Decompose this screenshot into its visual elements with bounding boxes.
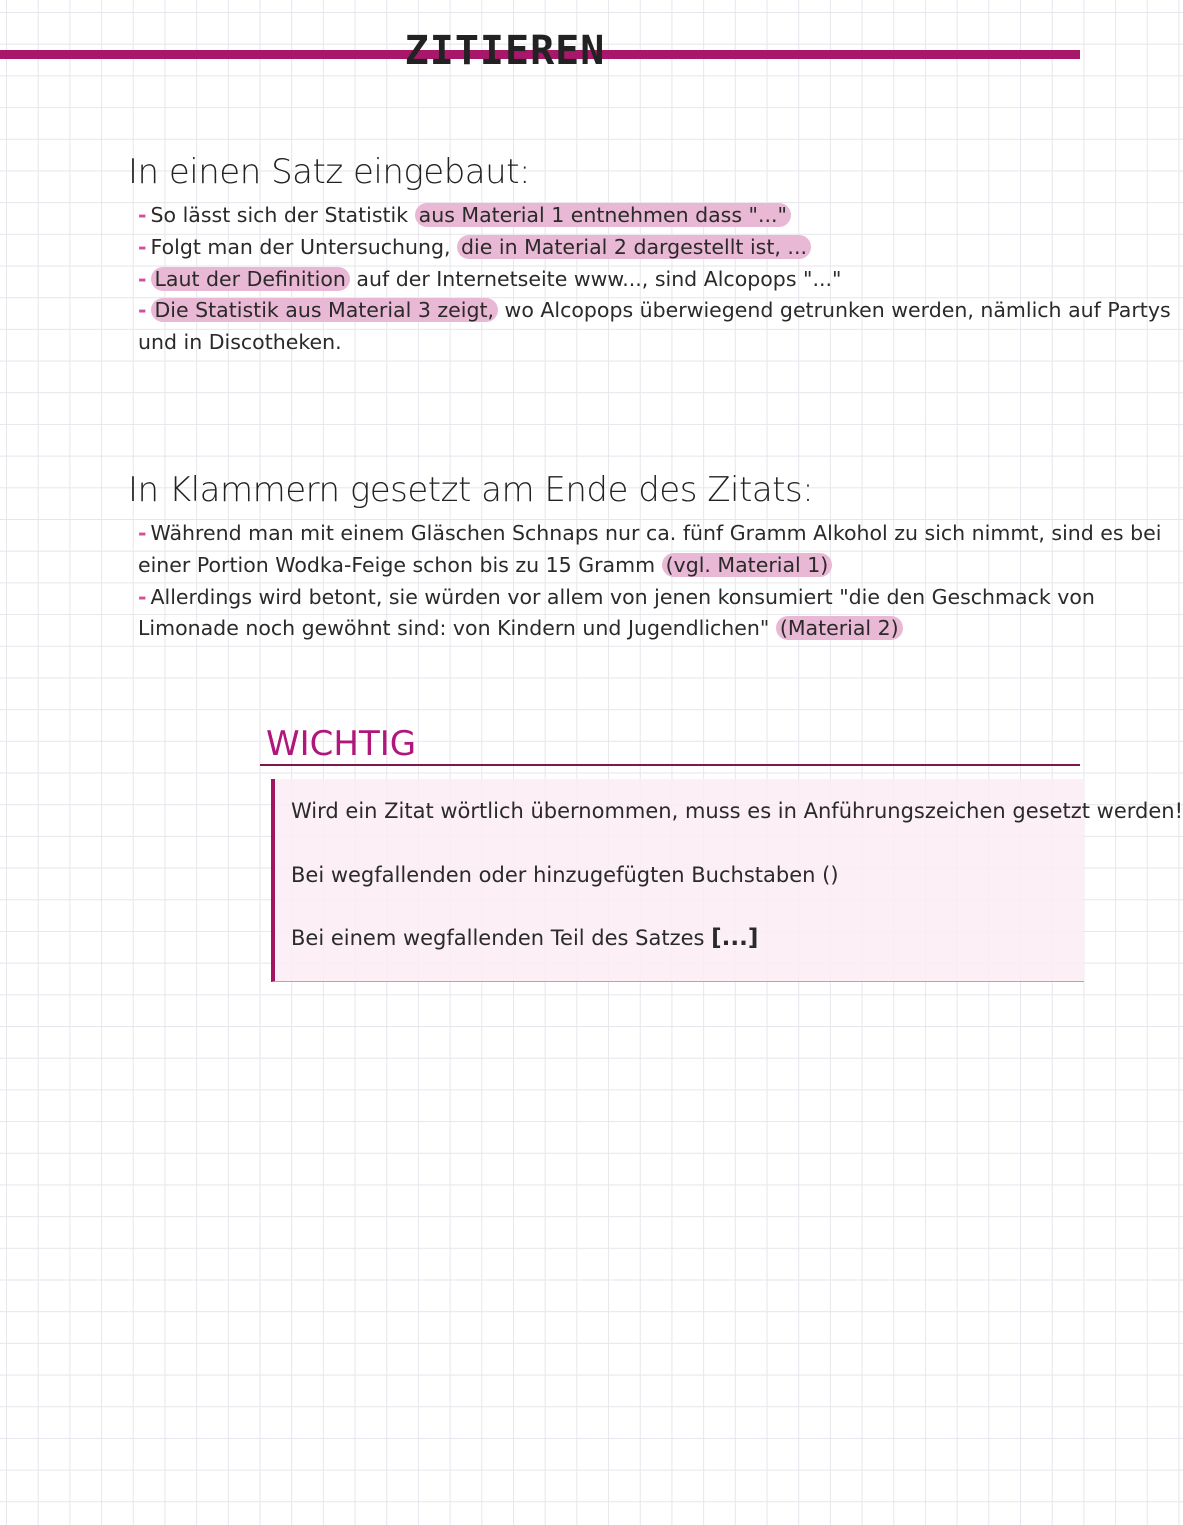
important-title: WICHTIG: [266, 724, 417, 764]
important-rule-letters: Bei wegfallenden oder hinzugefügten Buchstaben (): [291, 863, 839, 887]
list-item: - Allerdings wird betont, sie würden vor allem von jenen konsumiert "die den Geschmack von: [138, 584, 1095, 609]
section-heading-brackets: In Klammern gesetzt am Ende des Zitats:: [128, 470, 814, 510]
list-item: - Während man mit einem Gläschen Schnaps nur ca. fünf Gramm Alkohol zu sich nimmt, sind es bei: [138, 521, 1162, 545]
important-rule-quote: Wird ein Zitat wörtlich übernommen, muss es in Anführungszeichen gesetzt werden!: [291, 799, 1183, 823]
section-sentence-lines: [138, 200, 1171, 359]
list-item-continuation: und in Discotheken.: [138, 330, 342, 355]
section-bracket-lines: [138, 518, 1162, 645]
list-item: - Folgt man der Untersuchung, die in Material 2 dargestellt ist, ...: [138, 232, 1018, 264]
list-item: - Die Statistik aus Material 3 zeigt, wo Alcopops überwiegend getrunken werden, nämlich auf Partys: [138, 298, 1171, 323]
list-item: - Laut der Definition auf der Internetseite www..., sind Alcopops "...": [138, 266, 842, 291]
section-heading-sentence: In einen Satz eingebaut:: [128, 152, 530, 192]
list-item-continuation: Limonade noch gewöhnt sind: von Kindern und Jugendlichen" (Material 2): [138, 613, 1018, 645]
page-title: [0, 28, 1010, 74]
important-box: [271, 779, 1183, 982]
important-divider: [260, 764, 1080, 766]
page-title-text: ZITIEREN: [404, 28, 606, 74]
list-item-continuation: einer Portion Wodka-Feige schon bis zu 15 Gramm (vgl. Material 1): [138, 550, 1018, 582]
important-rule-omission: Bei einem wegfallenden Teil des Satzes [...]: [291, 925, 759, 951]
list-item: - So lässt sich der Statistik aus Material 1 entnehmen dass "...": [138, 200, 1018, 232]
